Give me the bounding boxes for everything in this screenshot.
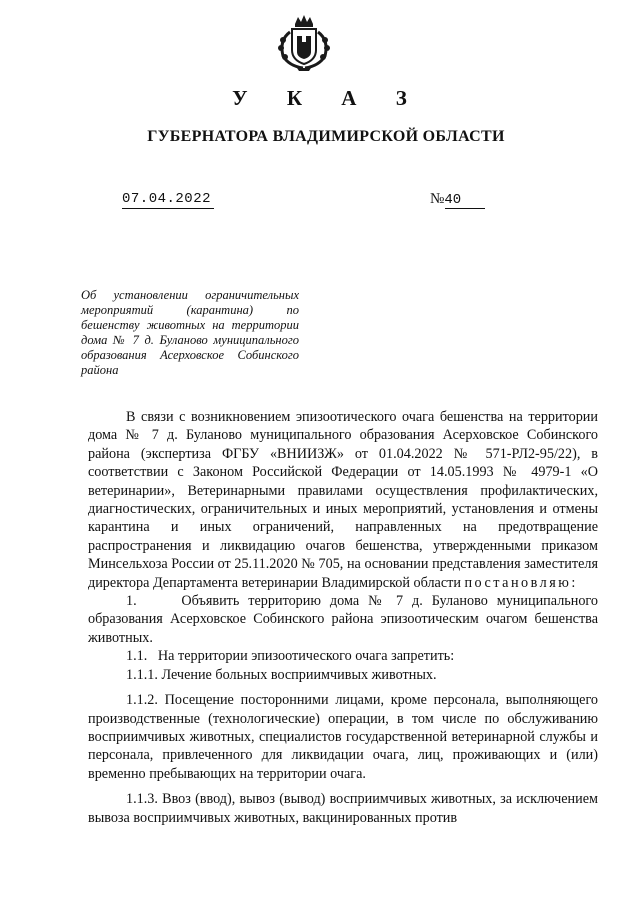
coat-of-arms-emblem (273, 14, 335, 72)
decree-date: 07.04.2022 (122, 191, 212, 207)
paragraph-1-1-3: 1.1.3. Ввоз (ввод), вывоз (вывод) восприимчивых животных, за исключением вывоза восприимчивых животных, вакцинированных против (88, 791, 598, 826)
paragraph-1: 1. Объявить территорию дома № 7 д. Буланово муниципального образования Асерховское Собинского района эпизоотическим очагом бешенства животных. (88, 593, 598, 646)
paragraph-1-1-1: 1.1.1. Лечение больных восприимчивых животных. (126, 666, 437, 683)
number-underline (445, 208, 485, 209)
decree-subject: Об установлении ограничительных мероприятий (карантина) по бешенству животных на территории дома № 7 д. Буланово муниципального образования Асерховское Собинского района (81, 288, 299, 377)
preamble-text: В связи с возникновением эпизоотического очага бешенства на территории дома № 7 д. Буланово муниципального образования Асерховское Собинского района (экспертиза ФГБУ «ВНИИЗЖ» от 01.04.2022 № 571-РЛ2-95/22), в соответствии с Законом Российской Федерации от 14.05.1993 № 4979-1 «О ветеринарии», Ветеринарными правилами осуществления профилактических, диагностических, ограничительных и иных мероприятий, установления и отмены карантина и иных ограничений, направленных на предотвращение распространения и ликвидацию очагов бешенства, утвержденными приказом Минсельхоза России от 25.11.2020 № 705, на основании представления заместителя директора Департамента ветеринарии Владимирской области (88, 409, 598, 591)
paragraph-1-1-2: 1.1.2. Посещение посторонними лицами, кроме персонала, выполняющего производственные (технологические) операции, в том числе по обслуживанию восприимчивых животных, специалистов государственной ветеринарной службы и персонала, привлеченного для ликвидации очага, лиц, проживающих и (или) временно пребывающих на территории очага. (88, 692, 598, 782)
decree-word: постановляю: (464, 574, 578, 591)
preamble (88, 408, 598, 592)
number-sign: № (430, 191, 445, 207)
decree-issuer: ГУБЕРНАТОРА ВЛАДИМИРСКОЙ ОБЛАСТИ (147, 128, 505, 145)
decree-number (430, 191, 461, 208)
number-value: 40 (444, 192, 462, 208)
date-underline (122, 208, 214, 209)
decree-title: У К А З (232, 86, 424, 110)
paragraph-1-1: 1.1. На территории эпизоотического очага запретить: (126, 648, 455, 665)
decree-body (88, 408, 598, 827)
